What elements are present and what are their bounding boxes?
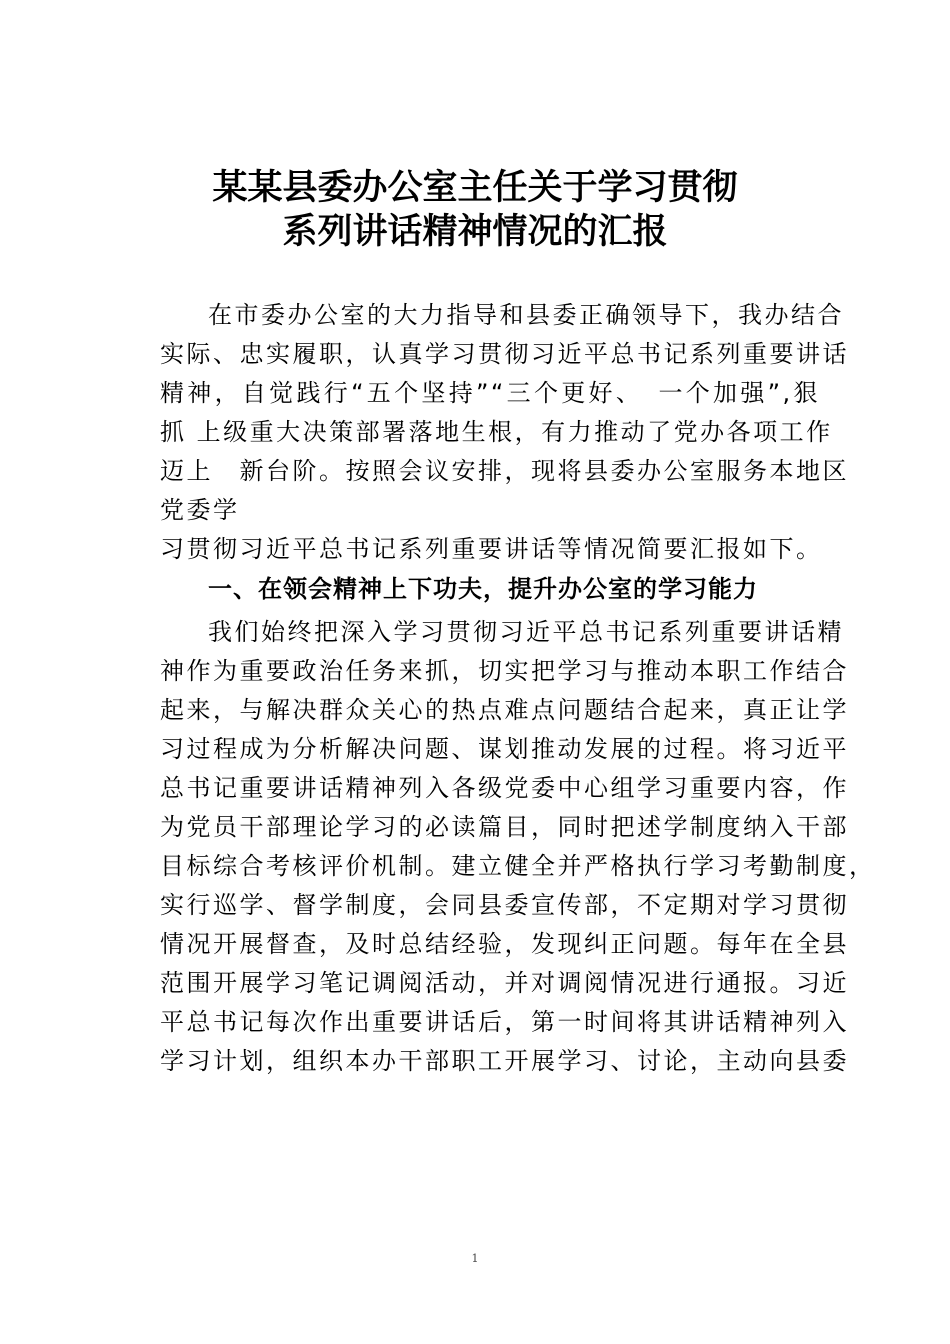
intro-line: 在市委办公室的大力指导和县委正确领导下，我办结合: [208, 301, 844, 329]
intro-line: 抓 上级重大决策部署落地生根，有力推动了党办各项工作: [160, 418, 833, 446]
intro-line: 习贯彻习近平总书记系列重要讲话等情况简要汇报如下。: [160, 535, 823, 563]
page-number: 1: [471, 1252, 479, 1265]
body-line: 范围开展学习笔记调阅活动，并对调阅情况进行通报。习近: [160, 969, 849, 997]
body-line: 总书记重要讲话精神列入各级党委中心组学习重要内容，作: [160, 774, 849, 802]
body-line: 目标综合考核评价机制。建立健全并严格执行学习考勤制度，: [160, 852, 876, 880]
body-line: 情况开展督查，及时总结经验，发现纠正问题。每年在全县: [160, 930, 849, 958]
intro-line: 实际、忠实履职，认真学习贯彻习近平总书记系列重要讲话: [160, 340, 849, 368]
body-line: 起来，与解决群众关心的热点难点问题结合起来，真正让学: [160, 696, 849, 724]
body-line: 学习计划，组织本办干部职工开展学习、讨论，主动向县委: [160, 1047, 849, 1075]
document-title-line-1: 某某县委办公室主任关于学习贯彻: [212, 167, 738, 208]
body-line: 习过程成为分析解决问题、谋划推动发展的过程。将习近平: [160, 735, 849, 763]
body-line: 神作为重要政治任务来抓，切实把学习与推动本职工作结合: [160, 657, 849, 685]
document-title-line-2: 系列讲话精神情况的汇报: [282, 211, 668, 252]
intro-line: 精神，自觉践行“五个坚持”“三个更好、 一个加强”,狠: [160, 379, 820, 407]
intro-line: 党委学: [160, 496, 240, 524]
body-line: 为党员干部理论学习的必读篇目，同时把述学制度纳入干部: [160, 813, 849, 841]
section-heading: 一、在领会精神上下功夫，提升办公室的学习能力: [208, 575, 758, 603]
body-line: 实行巡学、督学制度，会同县委宣传部，不定期对学习贯彻: [160, 891, 849, 919]
intro-line: 迈上 新台阶。按照会议安排，现将县委办公室服务本地区: [160, 457, 849, 485]
body-line: 我们始终把深入学习贯彻习近平总书记系列重要讲话精: [208, 618, 844, 646]
body-line: 平总书记每次作出重要讲话后，第一时间将其讲话精神列入: [160, 1008, 849, 1036]
